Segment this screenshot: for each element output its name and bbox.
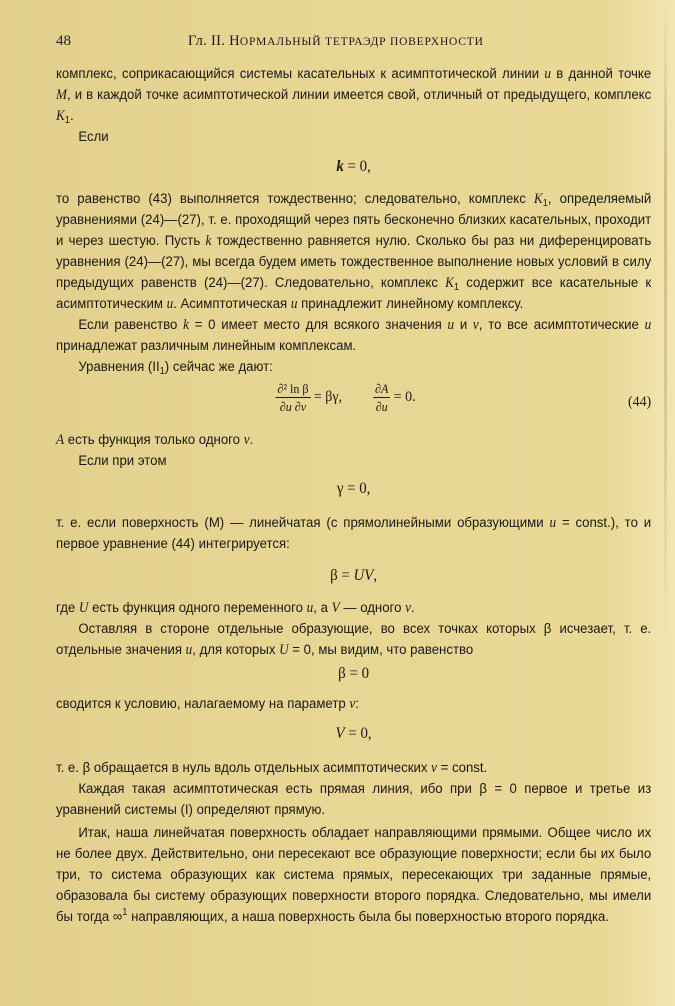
paragraph-4: Если равенство k = 0 имеет место для всякого значения u и v, то все асимптотические u принадлежат различным линейным комплексам. [56,317,652,354]
paragraph-14: Итак, наша линейчатая поверхность обладает направляющими прямыми. Общее число их не более двух. Действительно, они пересекают все образующие поверхности; если бы их было три, то система образующих как система прямых, пересекающих три заданные прямые, образовала бы систему образующих поверхности второго порядка. Следовательно, мы имели бы тогда ∞$^1$ направляющих, а наша поверхность была бы поверхностью второго порядка. [56,825,652,925]
equation-V-zero: V = 0, [335,725,372,742]
equation-beta-uv: β = UV, [330,567,378,584]
chapter-title: ОРМАЛЬНЫЙ ТЕТРАЭДР ПОВЕРХНОСТИ [239,36,484,48]
running-title [188,33,484,50]
chapter-label: Гл. II. Н [188,33,240,49]
page-edge-shadow [664,0,667,640]
paragraph-13: Каждая такая асимптотическая есть прямая линия, ибо при β = 0 первое и третье из уравнений системы (I) определяют прямую. [56,781,652,818]
fraction-dA-du: $\frac{\partial A}{\partial u}$ [375,381,389,414]
paragraph-10: Оставляя в стороне отдельные образующие, во всех точках которых β исчезает, т. е. отдельные значения u, для которых U = 0, мы видим, что равенство [56,621,652,658]
paragraph-1: комплекс, соприкасающийся системы касательных к асимптотической линии u в данной точке M, и в каждой точке асимптотической линии имеется свой, отличный от предыдущего, комплекс $K_1$. [56,66,652,126]
paragraph-8: т. е. если поверхность (M) — линейчатая (с прямолинейными образующими u = const.), то и первое уравнение (44) интегрируется: [56,515,652,552]
equation-k-zero: k = 0, [336,158,371,175]
fraction-d2lnbeta: $\frac{\text{∂² ln β}}{\partial u \partial v}$ [277,381,309,414]
paragraph-5: Уравнения $(II_1)$ сейчас же дают: [78,359,273,377]
paragraph-12: т. е. β обращается в нуль вдоль отдельных асимптотических v = const. [56,760,488,776]
page-number: 48 [56,33,71,49]
paragraph-11: сводится к условию, налагаемому на параметр v: [56,696,359,712]
equation-44: $\frac{\text{∂² ln β}}{\partial u \partial v}$ = βγ, $\frac{\partial A}{\partial u}$ = 0. (44) [277,381,652,414]
paragraph-9: где U есть функция одного переменного u, а V — одного v. [56,600,415,616]
running-header [56,33,616,53]
paragraph-3: то равенство (43) выполняется тождественно; следовательно, комплекс $K_1$, определяемый уравнениями (24)—(27), т. е. проходящий через пять бесконечно близких касательных, проходит и через шестую. Пусть k тождественно равняется нулю. Сколько бы раз ни диференцировать уравнения (24)—(27), мы всегда будем иметь тождественное выполнение новых условий в силу предыдущих равенств (24)—(27). Следовательно, комплекс $K_1$ содержит все касательные к асимптотическим u. Асимптотическая u принадлежит линейному комплексу. [56,191,652,312]
paragraph-esli: Если [78,129,109,145]
equation-gamma-zero: γ = 0, [336,480,371,497]
equation-number: (44) [627,394,652,410]
paragraph-7: Если при этом [78,453,167,469]
paragraph-6: A есть функция только одного v. [56,432,254,448]
equation-beta-zero: β = 0 [338,665,370,682]
page-body [56,64,651,928]
